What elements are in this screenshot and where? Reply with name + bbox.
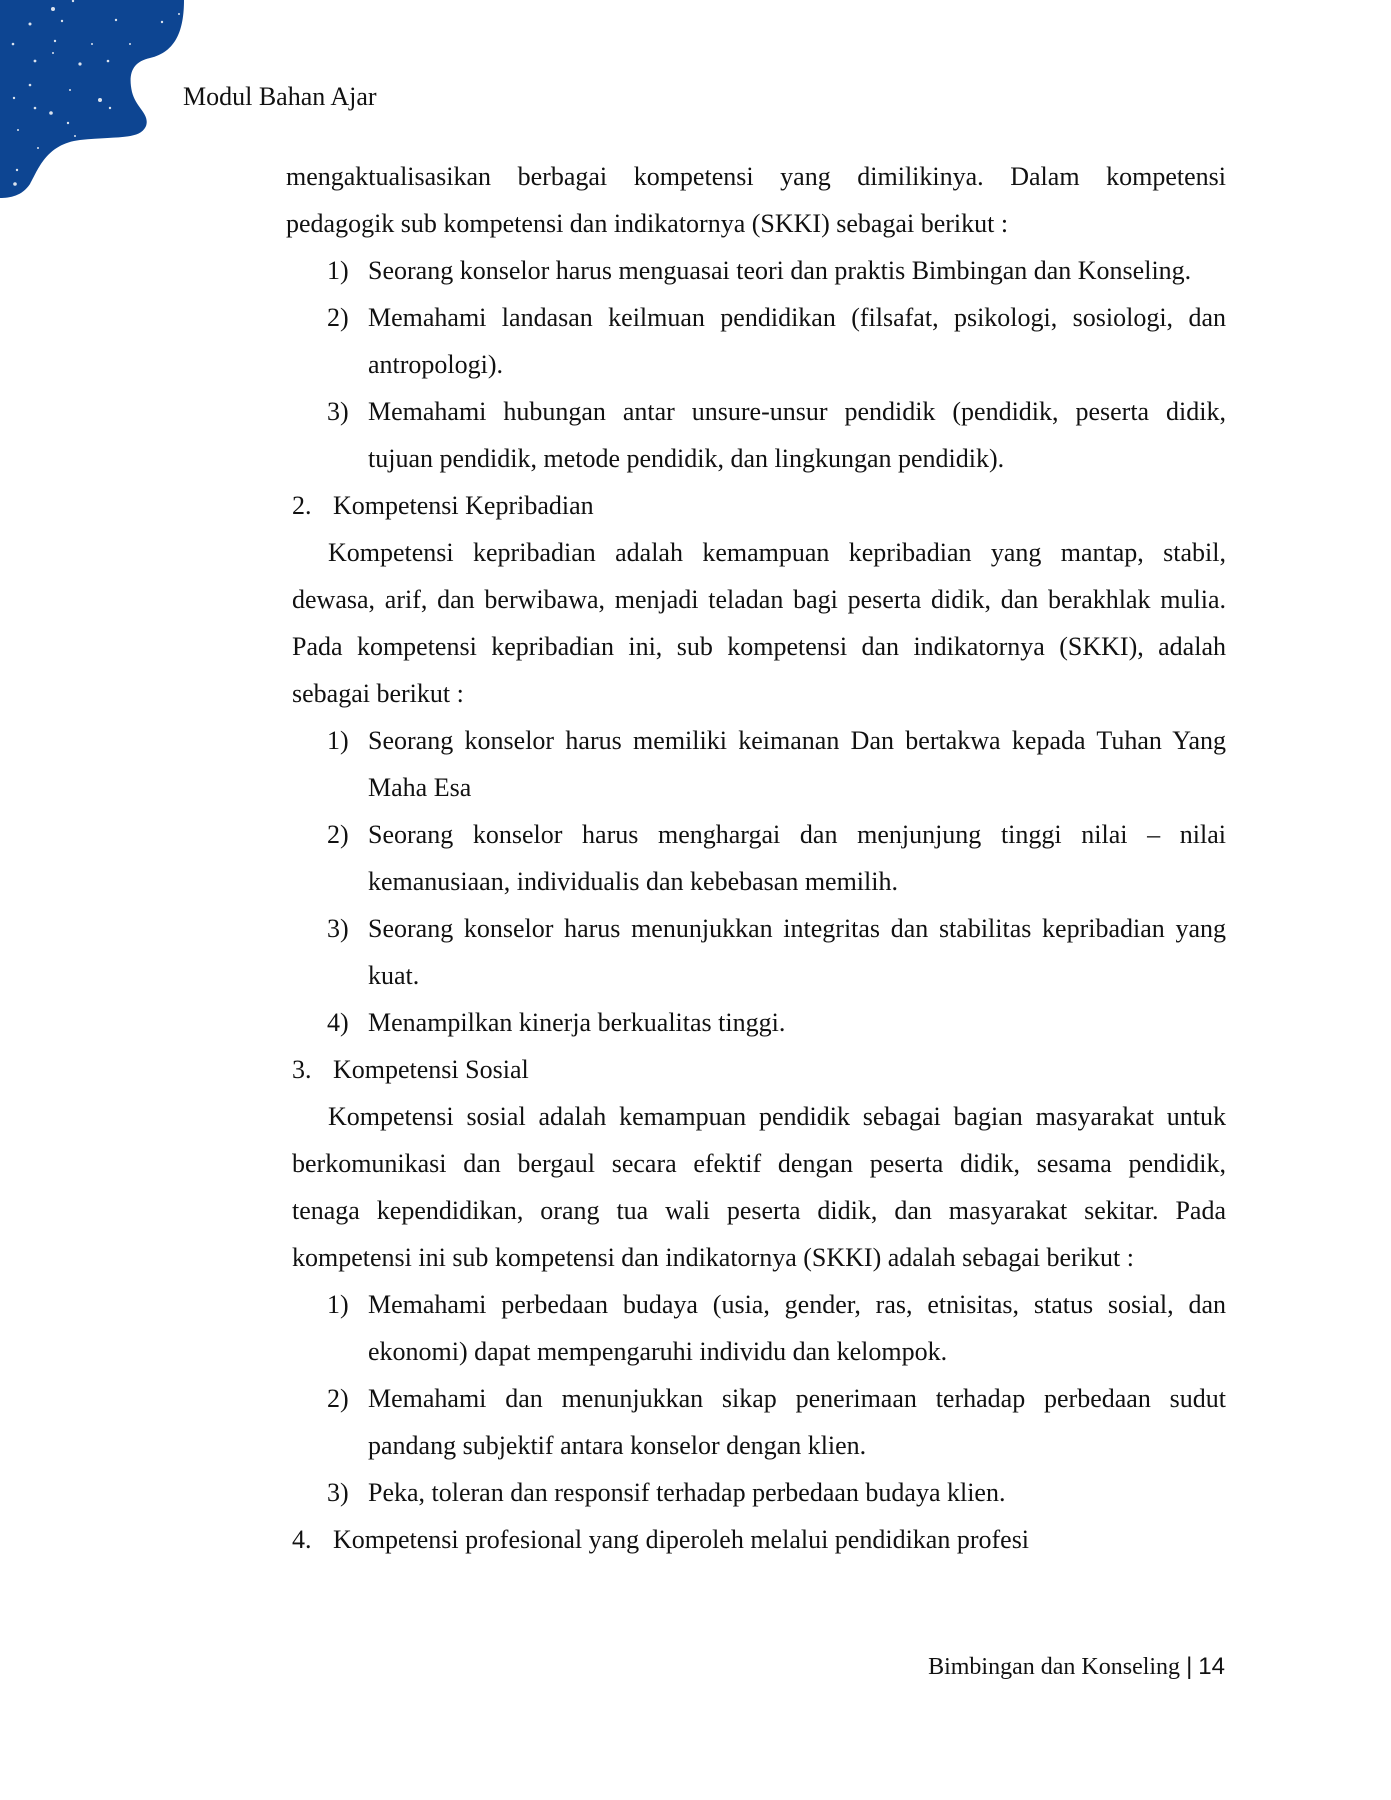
section-number: 4. (292, 1525, 312, 1554)
list-item-text: Memahami perbedaan budaya (usia, gender, ras, etnisitas, status sosial, dan (368, 1290, 1226, 1319)
list-item-text: antropologi). (368, 350, 504, 379)
list-item-text: Seorang konselor harus memiliki keimanan Dan bertakwa kepada Tuhan Yang (368, 726, 1226, 755)
list-item-text: pandang subjektif antara konselor dengan klien. (368, 1431, 867, 1460)
list-item-text: kuat. (368, 961, 420, 990)
paragraph-line: Kompetensi kepribadian adalah kemampuan kepribadian yang mantap, stabil, (328, 538, 1226, 567)
intro-line: mengaktualisasikan berbagai kompetensi yang dimilikinya. Dalam kompetensi (286, 162, 1226, 191)
list-number: 1) (327, 726, 349, 755)
footer-label: Bimbingan dan Konseling (928, 1654, 1181, 1680)
list-number: 2) (327, 303, 349, 332)
list-item-text: Seorang konselor harus menunjukkan integritas dan stabilitas kepribadian yang (368, 914, 1226, 943)
list-item-text: Memahami landasan keilmuan pendidikan (filsafat, psikologi, sosiologi, dan (368, 303, 1226, 332)
list-number: 1) (327, 256, 349, 285)
list-item-text: ekonomi) dapat mempengaruhi individu dan kelompok. (368, 1337, 948, 1366)
list-number: 2) (327, 820, 349, 849)
list-item-text: kemanusiaan, individualis dan kebebasan memilih. (368, 867, 898, 896)
footer-separator: | (1186, 1653, 1193, 1680)
list-item-text: Memahami dan menunjukkan sikap penerimaan terhadap perbedaan sudut (368, 1384, 1226, 1413)
list-item-text: Seorang konselor harus menguasai teori dan praktis Bimbingan dan Konseling. (368, 256, 1192, 285)
section-heading: Kompetensi Sosial (333, 1055, 529, 1084)
paragraph-line: dewasa, arif, dan berwibawa, menjadi teladan bagi peserta didik, dan berakhlak mulia. (292, 585, 1226, 614)
list-item-text: tujuan pendidik, metode pendidik, dan lingkungan pendidik). (368, 444, 1005, 473)
paragraph-line: tenaga kependidikan, orang tua wali peserta didik, dan masyarakat sekitar. Pada (292, 1196, 1226, 1225)
list-item-text: Menampilkan kinerja berkualitas tinggi. (368, 1008, 786, 1037)
section-number: 2. (292, 491, 312, 520)
list-item-text: Maha Esa (368, 773, 472, 802)
page-number: 14 (1198, 1653, 1225, 1680)
list-number: 2) (327, 1384, 349, 1413)
list-item-text: Seorang konselor harus menghargai dan menjunjung tinggi nilai – nilai (368, 820, 1226, 849)
module-title: Modul Bahan Ajar (183, 82, 377, 111)
list-item-text: Memahami hubungan antar unsure-unsur pendidik (pendidik, peserta didik, (368, 397, 1226, 426)
list-item-text: Peka, toleran dan responsif terhadap perbedaan budaya klien. (368, 1478, 1006, 1507)
section-number: 3. (292, 1055, 312, 1084)
section-heading: Kompetensi profesional yang diperoleh melalui pendidikan profesi (333, 1525, 1030, 1554)
paragraph-line: Pada kompetensi kepribadian ini, sub kompetensi dan indikatornya (SKKI), adalah (292, 632, 1226, 661)
paragraph-line: Kompetensi sosial adalah kemampuan pendidik sebagai bagian masyarakat untuk (328, 1102, 1226, 1131)
list-number: 3) (327, 397, 349, 426)
page-footer (928, 1652, 1225, 1682)
section-heading: Kompetensi Kepribadian (333, 491, 594, 520)
list-number: 3) (327, 1478, 349, 1507)
list-number: 1) (327, 1290, 349, 1319)
list-number: 3) (327, 914, 349, 943)
paragraph-line: berkomunikasi dan bergaul secara efektif dengan peserta didik, sesama pendidik, (292, 1149, 1226, 1178)
paragraph-line: kompetensi ini sub kompetensi dan indikatornya (SKKI) adalah sebagai berikut : (292, 1243, 1134, 1272)
intro-line: pedagogik sub kompetensi dan indikatornya (SKKI) sebagai berikut : (286, 209, 1009, 238)
header-decoration-blob-icon (0, 0, 190, 200)
paragraph-line: sebagai berikut : (292, 679, 464, 708)
list-number: 4) (327, 1008, 349, 1037)
